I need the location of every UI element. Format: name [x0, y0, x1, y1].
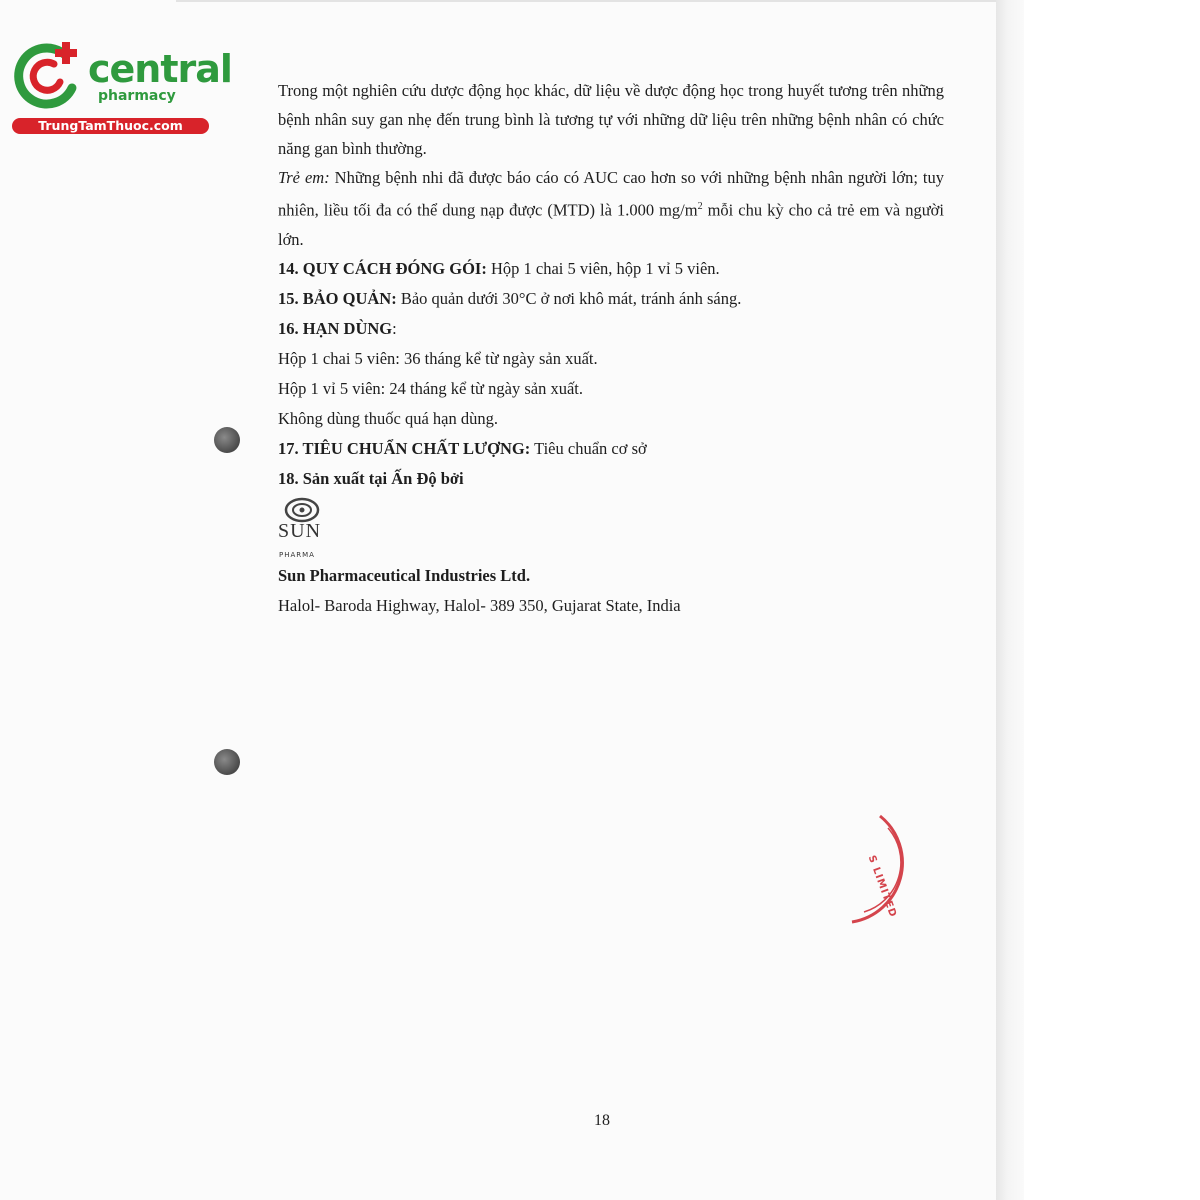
- section-15: [278, 284, 944, 313]
- expiry-warning: Không dùng thuốc quá hạn dùng.: [278, 408, 498, 428]
- document-body: [278, 76, 944, 621]
- pharmacy-cross-icon: [10, 38, 86, 114]
- page-number: 18: [594, 1112, 610, 1129]
- page-edge: [996, 0, 1024, 1200]
- section-14: [278, 254, 944, 283]
- section-16: [278, 314, 944, 343]
- punch-hole-bottom: [214, 749, 240, 775]
- logo-brand-name: central: [88, 47, 232, 91]
- manufacturer-address: Halol- Baroda Highway, Halol- 389 350, Gujarat State, India: [278, 595, 681, 615]
- sun-logo-text: SUN: [278, 519, 322, 542]
- shelf-life-blister: Hộp 1 vỉ 5 viên: 24 tháng kể từ ngày sản xuất.: [278, 378, 583, 398]
- shelf-life-bottle: Hộp 1 chai 5 viên: 36 tháng kể từ ngày sản xuất.: [278, 348, 598, 368]
- logo-website: TrungTamThuoc.com: [12, 118, 209, 134]
- pediatric-paragraph: [278, 163, 944, 254]
- pediatric-text-a: Những bệnh nhi đã được báo cáo có AUC cao hơn so với những bệnh nhân người lớn; tuy nhiên, liều tối đa có thể dung nạp được (MTD) là 1.000 mg/m: [278, 168, 944, 220]
- section-16-colon: :: [392, 318, 397, 338]
- logo-subtitle: pharmacy: [98, 88, 176, 104]
- section-15-heading: 15. BẢO QUẢN:: [278, 288, 397, 308]
- sun-logo-subtext: PHARMA: [279, 550, 315, 559]
- company-stamp: [830, 812, 906, 928]
- superscript-two: 2: [697, 201, 703, 212]
- punch-hole-top: [214, 427, 240, 453]
- manufacturer-name: Sun Pharmaceutical Industries Ltd.: [278, 565, 531, 585]
- section-16-heading: 16. HẠN DÙNG: [278, 318, 393, 338]
- section-17-heading: 17. TIÊU CHUẨN CHẤT LƯỢNG:: [278, 438, 531, 458]
- sun-pharma-logo: [278, 497, 338, 559]
- pediatric-label: Trẻ em:: [278, 168, 330, 187]
- stamp-text: S LIMITED: [865, 854, 899, 920]
- pediatric-text-b: mỗi chu kỳ cho cả trẻ em và người lớn.: [278, 200, 944, 249]
- section-17-text: Tiêu chuẩn cơ sở: [530, 438, 647, 458]
- central-pharmacy-logo: [10, 38, 232, 138]
- section-14-text: Hộp 1 chai 5 viên, hộp 1 vỉ 5 viên.: [486, 258, 720, 278]
- pharmacokinetics-paragraph: Trong một nghiên cứu dược động học khác, dữ liệu về dược động học trong huyết tương trên những bệnh nhân suy gan nhẹ đến trung bình là tương tự với những dữ liệu trên những bệnh nhân có chức năng gan bình thường.: [278, 81, 944, 158]
- section-18-heading: 18. Sản xuất tại Ấn Độ bởi: [278, 468, 464, 488]
- top-edge-line: [176, 0, 996, 2]
- section-17: [278, 434, 944, 463]
- section-14-heading: 14. QUY CÁCH ĐÓNG GÓI:: [278, 258, 487, 278]
- section-15-text: Bảo quản dưới 30°C ở nơi khô mát, tránh ánh sáng.: [396, 288, 742, 308]
